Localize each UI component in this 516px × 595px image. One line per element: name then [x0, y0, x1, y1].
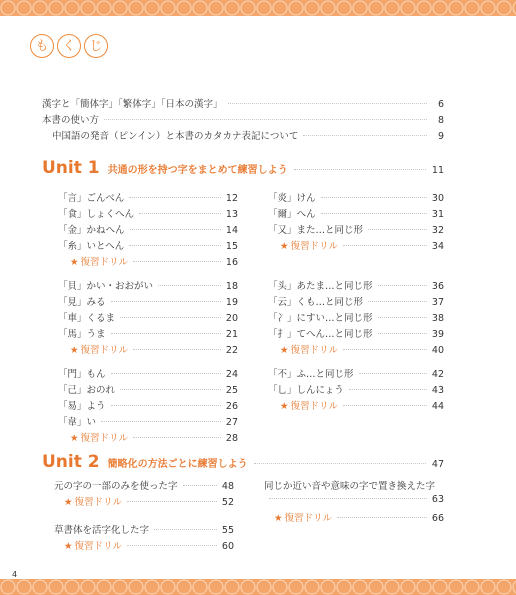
star-icon: ★	[70, 345, 79, 356]
toc-entry-label: 「又」また…と同じ形	[268, 225, 364, 236]
footer-pattern-band	[0, 579, 516, 595]
page-title	[30, 34, 108, 58]
unit-page: 47	[431, 459, 444, 470]
toc-entry-page: 63	[431, 494, 444, 505]
toc-entry-label: 本書の使い方	[42, 115, 100, 126]
leader-dots	[111, 373, 221, 374]
leader-dots	[127, 545, 217, 546]
toc-drill-entry[interactable]	[64, 538, 234, 552]
unit-label: Unit 2	[42, 452, 100, 472]
toc-entry[interactable]	[58, 206, 238, 220]
leader-dots	[303, 135, 427, 136]
leader-dots	[111, 301, 221, 302]
leader-dots	[133, 261, 221, 262]
toc-entry-label: 復習ドリル	[80, 257, 129, 268]
toc-entry[interactable]	[58, 398, 238, 412]
leader-dots	[154, 529, 217, 530]
toc-entry[interactable]	[42, 96, 444, 110]
toc-entry-page: 66	[431, 513, 444, 524]
toc-entry-page: 27	[225, 417, 238, 428]
toc-entry-label: 「不」ふ…と同じ形	[268, 369, 354, 380]
header-pattern-band	[0, 0, 516, 16]
toc-entry-page: 14	[225, 225, 238, 236]
toc-entry-page: 28	[225, 433, 238, 444]
toc-entry-label: 「言」ごんべん	[58, 193, 125, 204]
toc-entry-label: 復習ドリル	[290, 241, 339, 252]
leader-dots	[378, 285, 427, 286]
leader-dots	[183, 485, 217, 486]
unit1-title-row[interactable]	[42, 158, 444, 178]
toc-entry[interactable]	[58, 222, 238, 236]
wave-pattern-icon	[0, 579, 516, 595]
page-number: 4	[12, 570, 18, 579]
star-icon: ★	[280, 345, 289, 356]
wave-pattern-icon	[0, 0, 516, 16]
toc-entry-label: 復習ドリル	[284, 513, 333, 524]
leader-dots	[294, 169, 426, 170]
title-char-ku: く	[57, 34, 81, 58]
toc-entry[interactable]	[58, 238, 238, 252]
toc-entry[interactable]	[58, 326, 238, 340]
toc-entry[interactable]	[54, 522, 234, 536]
toc-entry[interactable]	[58, 310, 238, 324]
leader-dots	[111, 405, 221, 406]
toc-entry-page: 38	[431, 313, 444, 324]
leader-dots	[129, 197, 221, 198]
leader-dots	[343, 349, 427, 350]
toc-entry-page: 39	[431, 329, 444, 340]
toc-entry-label: 「易」よう	[58, 401, 106, 412]
leader-dots	[127, 501, 217, 502]
toc-entry[interactable]	[58, 382, 238, 396]
toc-entry-label: 同じか近い音や意味の字で置き換えた字	[264, 481, 436, 492]
toc-entry[interactable]	[268, 382, 444, 396]
toc-entry-page: 15	[225, 241, 238, 252]
leader-dots	[378, 317, 427, 318]
toc-entry-page: 19	[225, 297, 238, 308]
star-icon: ★	[280, 241, 289, 252]
title-char-mo: も	[30, 34, 54, 58]
leader-dots	[378, 333, 427, 334]
toc-entry-label: 「头」あたま…と同じ形	[268, 281, 373, 292]
toc-entry-page: 32	[431, 225, 444, 236]
toc-entry-page: 43	[431, 385, 444, 396]
toc-entry-label: 「爾」へん	[268, 209, 316, 220]
leader-dots	[343, 405, 427, 406]
toc-entry[interactable]	[268, 206, 444, 220]
toc-entry-page: 42	[431, 369, 444, 380]
toc-entry[interactable]	[268, 310, 444, 324]
toc-entry[interactable]	[268, 222, 444, 236]
toc-entry[interactable]	[42, 112, 444, 126]
toc-entry-page: 20	[225, 313, 238, 324]
toc-drill-entry[interactable]	[280, 238, 444, 252]
unit-title: 簡略化の方法ごとに練習しよう	[107, 459, 248, 470]
toc-entry-page: 40	[431, 345, 444, 356]
star-icon: ★	[70, 257, 79, 268]
toc-entry-label: 「食」しょくへん	[58, 209, 135, 220]
toc-entry[interactable]	[58, 366, 238, 380]
toc-entry-page: 34	[431, 241, 444, 252]
toc-entry-label: 「見」みる	[58, 297, 106, 308]
toc-entry-page: 36	[431, 281, 444, 292]
toc-entry-page: 25	[225, 385, 238, 396]
toc-entry-label: 復習ドリル	[290, 401, 339, 412]
toc-entry-label: 「貝」かい・おおがい	[58, 281, 154, 292]
toc-drill-entry[interactable]	[70, 342, 238, 356]
leader-dots	[343, 245, 427, 246]
toc-entry-page: 26	[225, 401, 238, 412]
unit2-title-row[interactable]	[42, 452, 444, 472]
toc-entry-page: 9	[437, 131, 444, 142]
leader-dots	[120, 389, 221, 390]
toc-entry-label: 「門」もん	[58, 369, 106, 380]
toc-entry[interactable]	[264, 478, 444, 492]
toc-drill-entry[interactable]	[280, 398, 444, 412]
toc-entry-page: 16	[225, 257, 238, 268]
leader-dots	[104, 119, 427, 120]
toc-entry-label: 復習ドリル	[80, 433, 129, 444]
toc-entry-label: 「金」かねへん	[58, 225, 125, 236]
toc-entry-label: 復習ドリル	[74, 497, 123, 508]
toc-entry[interactable]	[52, 128, 444, 142]
toc-entry-page: 22	[225, 345, 238, 356]
toc-entry-page: 13	[225, 209, 238, 220]
toc-entry-label: 「己」おのれ	[58, 385, 116, 396]
toc-entry-label: 「炎」けん	[268, 193, 316, 204]
toc-entry-label: 「韋」い	[58, 417, 97, 428]
toc-entry[interactable]	[268, 190, 444, 204]
toc-entry-page: 12	[225, 193, 238, 204]
leader-dots	[228, 103, 427, 104]
leader-dots	[337, 517, 427, 518]
toc-entry[interactable]	[58, 278, 238, 292]
toc-entry-page: 44	[431, 401, 444, 412]
toc-entry-page: 60	[221, 541, 234, 552]
toc-entry[interactable]	[58, 414, 238, 428]
star-icon: ★	[64, 497, 73, 508]
toc-entry-label: 復習ドリル	[80, 345, 129, 356]
toc-entry-page: 48	[221, 481, 234, 492]
toc-entry-label: 中国語の発音（ピンイン）と本書のカタカナ表記について	[52, 131, 299, 142]
toc-entry-label: 復習ドリル	[290, 345, 339, 356]
star-icon: ★	[64, 541, 73, 552]
toc-entry-page: 52	[221, 497, 234, 508]
toc-drill-entry[interactable]	[64, 494, 234, 508]
toc-entry[interactable]	[268, 294, 444, 308]
leader-dots	[139, 213, 221, 214]
toc-entry[interactable]	[268, 326, 444, 340]
leader-dots	[101, 421, 221, 422]
toc-drill-entry[interactable]	[274, 510, 444, 524]
leader-dots	[133, 349, 221, 350]
leader-dots	[368, 301, 427, 302]
leader-dots	[359, 373, 427, 374]
toc-entry[interactable]	[58, 190, 238, 204]
leader-dots	[254, 463, 426, 464]
toc-entry-label: 元の字の一部のみを使った字	[54, 481, 178, 492]
leader-dots	[129, 245, 221, 246]
toc-entry-page: 55	[221, 525, 234, 536]
unit-label: Unit 1	[42, 158, 100, 178]
toc-entry-page: 8	[437, 115, 444, 126]
toc-entry-label: 「冫」にすい…と同じ形	[268, 313, 373, 324]
title-char-ji: じ	[84, 34, 108, 58]
toc-entry[interactable]	[54, 478, 234, 492]
unit-title: 共通の形を持つ字をまとめて練習しよう	[107, 165, 288, 176]
leader-dots	[111, 333, 221, 334]
toc-entry[interactable]	[264, 494, 444, 505]
toc-entry[interactable]	[58, 294, 238, 308]
star-icon: ★	[70, 433, 79, 444]
toc-entry-label: 復習ドリル	[74, 541, 123, 552]
toc-entry-label: 「車」くるま	[58, 313, 116, 324]
toc-drill-entry[interactable]	[70, 254, 238, 268]
toc-entry-page: 6	[437, 99, 444, 110]
toc-entry-page: 31	[431, 209, 444, 220]
toc-entry[interactable]	[268, 278, 444, 292]
star-icon: ★	[280, 401, 289, 412]
leader-dots	[368, 229, 427, 230]
leader-dots	[120, 317, 221, 318]
toc-drill-entry[interactable]	[70, 430, 238, 444]
leader-dots	[130, 229, 221, 230]
toc-entry-label: 漢字と「簡体字」「繁体字」「日本の漢字」	[42, 99, 223, 110]
leader-dots	[349, 389, 427, 390]
toc-entry-label: 「糸」いとへん	[58, 241, 125, 252]
toc-entry-label: 「馬」うま	[58, 329, 106, 340]
toc-entry-page: 37	[431, 297, 444, 308]
leader-dots	[269, 498, 427, 499]
toc-entry-page: 30	[431, 193, 444, 204]
toc-entry-label: 「云」くも…と同じ形	[268, 297, 364, 308]
toc-entry[interactable]	[268, 366, 444, 380]
leader-dots	[321, 213, 427, 214]
leader-dots	[158, 285, 221, 286]
leader-dots	[133, 437, 221, 438]
toc-entry-label: 「乚」しんにょう	[268, 385, 344, 396]
unit-page: 11	[431, 165, 444, 176]
toc-entry-page: 24	[225, 369, 238, 380]
toc-entry-label: 草書体を活字化した字	[54, 525, 150, 536]
toc-entry-page: 18	[225, 281, 238, 292]
toc-entry-page: 21	[225, 329, 238, 340]
toc-drill-entry[interactable]	[280, 342, 444, 356]
star-icon: ★	[274, 513, 283, 524]
leader-dots	[321, 197, 427, 198]
toc-entry-label: 「扌」てへん…と同じ形	[268, 329, 373, 340]
